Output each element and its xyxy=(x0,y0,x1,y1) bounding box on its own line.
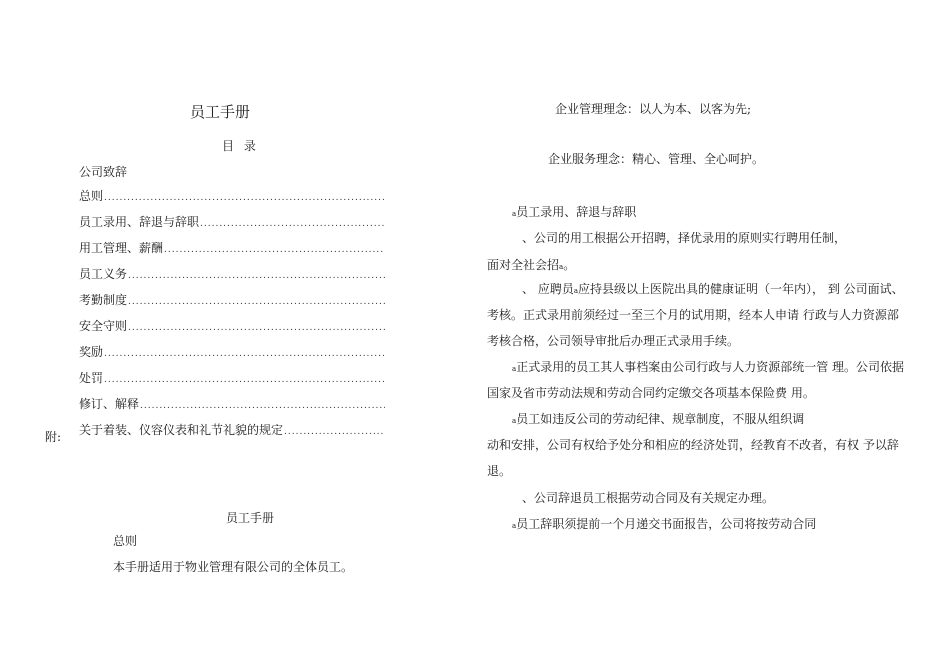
toc-entry[interactable] xyxy=(79,422,385,438)
toc-entry[interactable] xyxy=(79,370,385,386)
toc-entry[interactable] xyxy=(79,240,385,256)
service-philosophy: 企业服务理念：精心、管理、全心呵护。 xyxy=(548,152,765,166)
toc-entry-label: 处罚 xyxy=(79,371,104,385)
paragraph-line: 面对全社会招a。 xyxy=(487,258,576,272)
list-marker: a xyxy=(512,365,517,373)
toc-entry[interactable] xyxy=(79,344,385,360)
toc-leader xyxy=(284,426,385,438)
paragraph-line: a员工如违反公司的劳动纪律、规章制度，不服从组织调 xyxy=(512,412,805,426)
toc-leader xyxy=(140,400,385,412)
toc-entry-label: 修订、解释 xyxy=(79,397,140,411)
list-marker: a xyxy=(512,522,517,530)
paragraph-line: 、公司辞退员工根据劳动合同及有关规定办理。 xyxy=(522,491,775,505)
toc-entry-label: 员工录用、辞退与辞职 xyxy=(79,215,200,229)
paragraph-line: 考核合格，公司领导审批后办理正式录用手续。 xyxy=(487,334,740,348)
toc-leader xyxy=(128,270,385,282)
paragraph-line: 考核。正式录用前须经过一至三个月的试用期，经本人申请 行政与人力资源部 xyxy=(487,308,899,322)
list-marker: a xyxy=(559,263,564,271)
section-title: 员工手册 xyxy=(226,511,275,525)
list-marker: a xyxy=(573,287,579,295)
toc-entry[interactable] xyxy=(79,396,385,412)
toc-leader xyxy=(104,374,385,386)
paragraph-line: 退。 xyxy=(487,464,512,478)
list-marker: a xyxy=(512,417,517,425)
appendix-label: 附: xyxy=(45,430,62,444)
toc-entry-label: 用工管理、薪酬 xyxy=(79,241,164,255)
toc-leader xyxy=(200,218,385,230)
paragraph-line: 、公司的用工根据公开招聘，择优录用的原则实行聘用任制， xyxy=(522,231,847,245)
paragraph-line: 国家及省市劳动法规和劳动合同约定缴交各项基本保险费 用。 xyxy=(487,386,815,400)
management-philosophy: 企业管理理念：以人为本、以客为先; xyxy=(555,102,752,116)
toc-entry-label: 总则 xyxy=(79,189,104,203)
list-marker: a xyxy=(512,210,517,218)
section-subtitle: 总则 xyxy=(113,534,138,548)
paragraph-line: a员工辞职须提前一个月递交书面报告，公司将按劳动合同 xyxy=(512,517,817,531)
toc-entry-label: 考勤制度 xyxy=(79,293,128,307)
toc-entry-label: 奖励 xyxy=(79,345,104,359)
toc-leader xyxy=(128,296,385,308)
toc-entry-label: 安全守则 xyxy=(79,319,128,333)
toc-entry[interactable] xyxy=(79,188,385,204)
paragraph-line: 、 应聘员a应持县级以上医院出具的健康证明（一年内）， 到 公司面试、 xyxy=(522,282,904,296)
toc-heading: 目 录 xyxy=(222,139,259,153)
toc-leader xyxy=(104,192,385,204)
handbook-title: 员工手册 xyxy=(190,103,251,121)
toc-entry[interactable] xyxy=(79,266,385,282)
toc-entry-label: 员工义务 xyxy=(79,267,128,281)
chapter-heading: a员工录用、辞退与辞职 xyxy=(512,205,637,219)
toc-preface: 公司致辞 xyxy=(79,165,128,179)
toc-entry[interactable] xyxy=(79,318,385,334)
toc-entry-label: 关于着装、仪容仪表和礼节礼貌的规定 xyxy=(79,423,284,437)
toc-entry[interactable] xyxy=(79,292,385,308)
section-text: 本手册适用于物业管理有限公司的全体员工。 xyxy=(113,560,354,574)
toc-entry[interactable] xyxy=(79,214,385,230)
paragraph-line: a正式录用的员工其人事档案由公司行政与人力资源部统一管 理。公司依据 xyxy=(512,360,905,374)
paragraph-line: 动和安排，公司有权给予处分和相应的经济处罚，经教育不改者，有权 予以辞 xyxy=(487,438,899,452)
toc-leader xyxy=(164,244,385,256)
toc-leader xyxy=(128,322,385,334)
toc-leader xyxy=(104,348,385,360)
